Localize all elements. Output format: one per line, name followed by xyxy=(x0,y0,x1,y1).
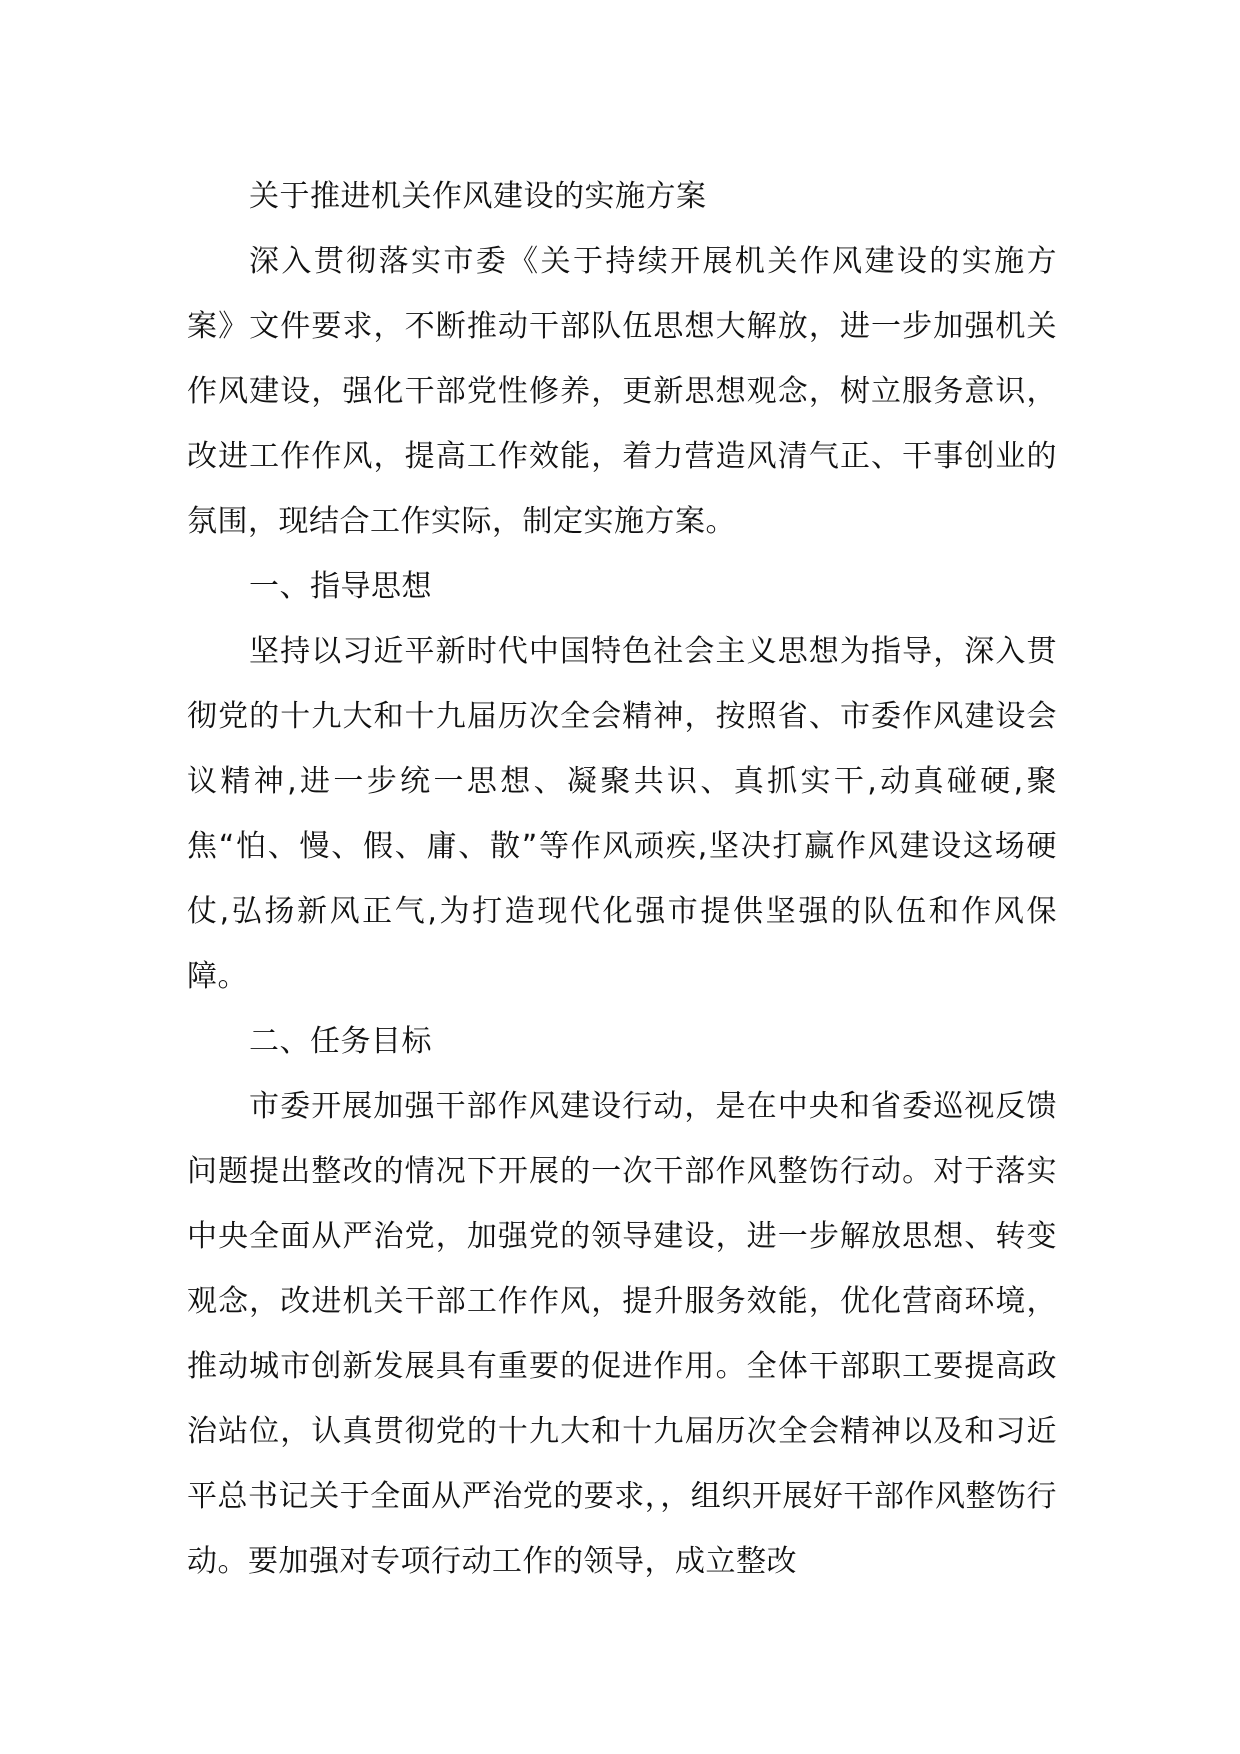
paragraph-intro: 深入贯彻落实市委《关于持续开展机关作风建设的实施方案》文件要求，不断推动干部队伍思想大解放，进一步加强机关作风建设，强化干部党性修养，更新思想观念，树立服务意识，改进工作作风，提高工作效能，着力营造风清气正、干事创业的氛围，现结合工作实际，制定实施方案。 xyxy=(187,244,1057,539)
document-body xyxy=(187,164,1057,1594)
paragraph-task-goals: 市委开展加强干部作风建设行动，是在中央和省委巡视反馈问题提出整改的情况下开展的一次干部作风整饬行动。对于落实中央全面从严治党，加强党的领导建设，进一步解放思想、转变观念，改进机关干部工作作风，提升服务效能，优化营商环境，推动城市创新发展具有重要的促进作用。全体干部职工要提高政治站位，认真贯彻党的十九大和十九届历次全会精神以及和习近平总书记关于全面从严治党的要求，，组织开展好干部作风整饬行动。要加强对专项行动工作的领导，成立整改 xyxy=(187,1089,1057,1579)
document-title: 关于推进机关作风建设的实施方案 xyxy=(249,179,707,214)
section-heading-task-goals: 二、任务目标 xyxy=(249,1024,432,1059)
section-heading-guiding-ideology: 一、指导思想 xyxy=(249,569,432,604)
paragraph-guiding-ideology: 坚持以习近平新时代中国特色社会主义思想为指导，深入贯彻党的十九大和十九届历次全会精神，按照省、市委作风建设会议精神,进一步统一思想、凝聚共识、真抓实干,动真碰硬,聚焦“怕、慢、假、庸、散”等作风顽疾,坚决打赢作风建设这场硬仗,弘扬新风正气,为打造现代化强市提供坚强的队伍和作风保障。 xyxy=(187,634,1057,994)
